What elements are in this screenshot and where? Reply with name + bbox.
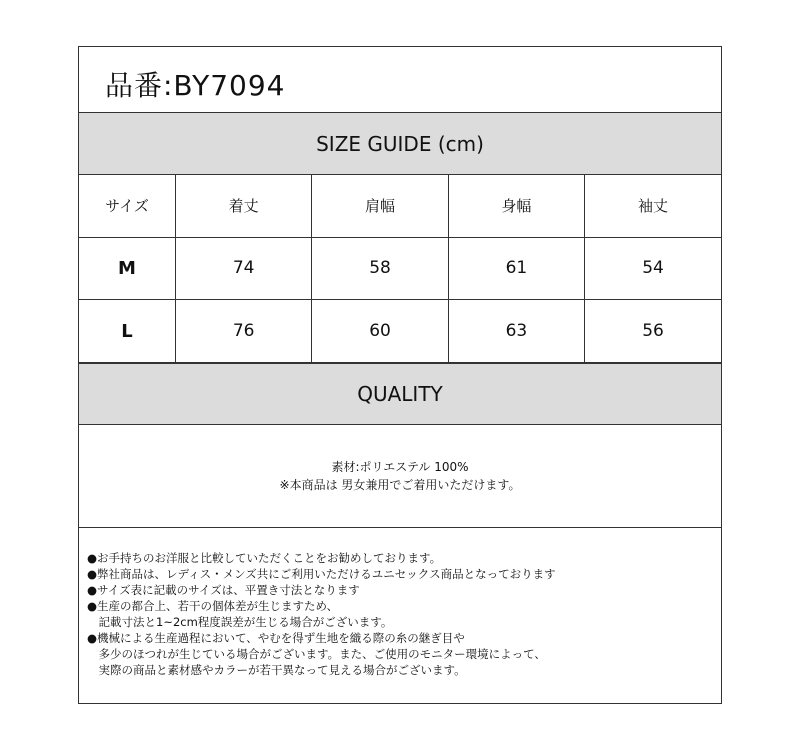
- table-cell: 58: [312, 237, 448, 300]
- product-code: 品番:BY7094: [105, 69, 286, 102]
- table-cell: 54: [585, 237, 721, 300]
- note-line: ●弊社商品は、レディス・メンズ共にご利用いただけるユニセックス商品となっております: [87, 567, 556, 581]
- size-guide-header: [79, 113, 721, 175]
- table-cell: 74: [176, 237, 312, 300]
- table-cell: 56: [585, 300, 721, 363]
- size-table-header-row: [79, 175, 721, 237]
- unisex-note: ※本商品は 男女兼用でご着用いただけます。: [279, 478, 521, 492]
- size-guide-title: SIZE GUIDE (cm): [316, 131, 484, 156]
- table-cell: 63: [448, 300, 584, 363]
- note-line: ●生産の都合上、若干の個体差が生じますため、: [87, 599, 339, 613]
- table-cell: 61: [448, 237, 584, 300]
- material-section: [79, 425, 721, 528]
- note-line: ●お手持ちのお洋服と比較していただくことをお勧めしております。: [87, 551, 442, 565]
- product-code-row: [79, 47, 721, 113]
- size-label: L: [79, 300, 176, 363]
- size-label: M: [79, 237, 176, 300]
- notes-list: [87, 550, 707, 678]
- note-line: 実際の商品と素材感やカラーが若干異なって見える場合がございます。: [87, 663, 466, 677]
- header-size: サイズ: [79, 175, 176, 237]
- table-cell: 60: [312, 300, 448, 363]
- note-line: 記載寸法と1~2cm程度誤差が生じる場合がございます。: [87, 615, 393, 629]
- table-cell: 76: [176, 300, 312, 363]
- header-width: 身幅: [448, 175, 584, 237]
- note-line: 多少のほつれが生じている場合がございます。また、ご使用のモニター環境によって、: [87, 647, 546, 661]
- table-row: [79, 300, 721, 363]
- note-line: ●機械による生産過程において、やむを得ず生地を織る際の糸の継ぎ目や: [87, 631, 465, 645]
- quality-header: [79, 363, 721, 425]
- material-line: 素材:ポリエステル 100%: [331, 460, 469, 474]
- note-line: ●サイズ表に記載のサイズは、平置き寸法となります: [87, 583, 360, 597]
- table-row: [79, 237, 721, 300]
- header-length: 着丈: [176, 175, 312, 237]
- header-shoulder: 肩幅: [312, 175, 448, 237]
- size-chart-sheet: [78, 46, 722, 704]
- header-sleeve: 袖丈: [585, 175, 721, 237]
- size-table: [79, 175, 721, 363]
- quality-title: QUALITY: [357, 382, 443, 406]
